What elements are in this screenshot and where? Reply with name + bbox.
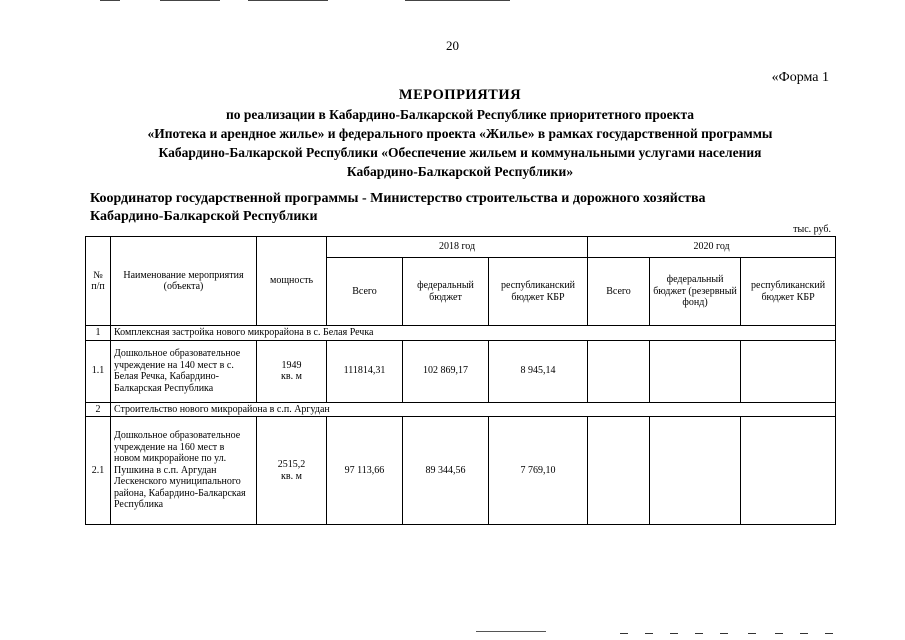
header-2020-republic: республиканский бюджет КБР <box>741 258 836 326</box>
scan-artifact-line <box>100 0 120 1</box>
row-name: Дошкольное образовательное учреждение на 140 мест в с. Белая Речка, Кабардино-Балкарская Республика <box>111 340 257 402</box>
header-2020-total: Всего <box>588 258 650 326</box>
header-year-2018: 2018 год <box>327 237 588 258</box>
row-republic-2018: 7 769,10 <box>489 417 588 525</box>
table-row <box>86 340 836 402</box>
measures-table <box>85 236 836 525</box>
coordinator-line: Кабардино-Балкарской Республики <box>90 209 318 224</box>
header-year-2020: 2020 год <box>588 237 836 258</box>
header-2018-federal: федеральный бюджет <box>403 258 489 326</box>
row-federal-2020 <box>650 340 741 402</box>
scan-artifact-line <box>405 0 510 1</box>
section-num: 2 <box>86 402 111 417</box>
document-heading <box>60 86 860 181</box>
document-title: МЕРОПРИЯТИЯ <box>398 87 522 103</box>
row-republic-2020 <box>741 340 836 402</box>
row-capacity <box>257 340 327 402</box>
scan-artifact-dash <box>748 633 756 634</box>
row-num: 1.1 <box>86 340 111 402</box>
row-republic-2018: 8 945,14 <box>489 340 588 402</box>
row-total-2018: 111814,31 <box>327 340 403 402</box>
heading-line: Кабардино-Балкарской Республики «Обеспечение жильем и коммунальными услугами населения <box>158 145 762 160</box>
section-title: Комплексная застройка нового микрорайона в с. Белая Речка <box>111 326 836 341</box>
capacity-unit: кв. м <box>281 371 302 382</box>
heading-line: «Ипотека и арендное жилье» и федерального проекта «Жилье» в рамках государственной программы <box>147 126 773 141</box>
capacity-value: 1949 <box>281 359 302 371</box>
page-number: 20 <box>446 38 459 53</box>
form-label: «Форма 1 <box>771 70 829 85</box>
units-label: тыс. руб. <box>793 224 831 235</box>
header-2018-republic: республиканский бюджет КБР <box>489 258 588 326</box>
scan-artifact-line <box>476 631 546 632</box>
scan-artifact-dash <box>670 633 678 634</box>
section-row <box>86 402 836 417</box>
row-num: 2.1 <box>86 417 111 525</box>
scan-artifact-line <box>160 0 220 1</box>
scan-artifact-dash <box>800 633 808 634</box>
row-federal-2018: 102 869,17 <box>403 340 489 402</box>
row-federal-2018: 89 344,56 <box>403 417 489 525</box>
section-row <box>86 326 836 341</box>
row-capacity <box>257 417 327 525</box>
row-name: Дошкольное образовательное учреждение на 160 мест в новом микрорайоне по ул. Пушкина в с.п. Аргудан Лескенского муниципального района, Кабардино-Балкарская Республика <box>111 417 257 525</box>
capacity-unit: кв. м <box>281 470 302 482</box>
row-total-2020 <box>588 417 650 525</box>
header-num: № п/п <box>86 237 111 326</box>
scan-artifact-dash <box>775 633 783 634</box>
capacity-value: 2515,2 <box>277 459 306 470</box>
heading-line: по реализации в Кабардино-Балкарской Республике приоритетного проекта <box>226 107 694 122</box>
header-name: Наименование мероприятия (объекта) <box>111 237 257 326</box>
table-row <box>86 417 836 525</box>
heading-line: Кабардино-Балкарской Республики» <box>346 164 574 179</box>
header-capacity: мощность <box>257 237 327 326</box>
coordinator-block <box>90 190 810 226</box>
row-federal-2020 <box>650 417 741 525</box>
scan-artifact-dash <box>695 633 703 634</box>
scan-artifact-dash <box>825 633 833 634</box>
row-total-2020 <box>588 340 650 402</box>
scan-artifact-dash <box>720 633 728 634</box>
header-2020-federal: федеральный бюджет (резервный фонд) <box>650 258 741 326</box>
row-republic-2020 <box>741 417 836 525</box>
header-2018-total: Всего <box>327 258 403 326</box>
scan-artifact-line <box>248 0 328 1</box>
row-total-2018: 97 113,66 <box>327 417 403 525</box>
coordinator-line: Координатор государственной программы - Министерство строительства и дорожного хозяйства <box>90 191 706 206</box>
section-num: 1 <box>86 326 111 341</box>
scan-artifact-dash <box>645 633 653 634</box>
section-title: Строительство нового микрорайона в с.п. Аргудан <box>111 402 836 417</box>
scan-artifact-dash <box>620 633 628 634</box>
